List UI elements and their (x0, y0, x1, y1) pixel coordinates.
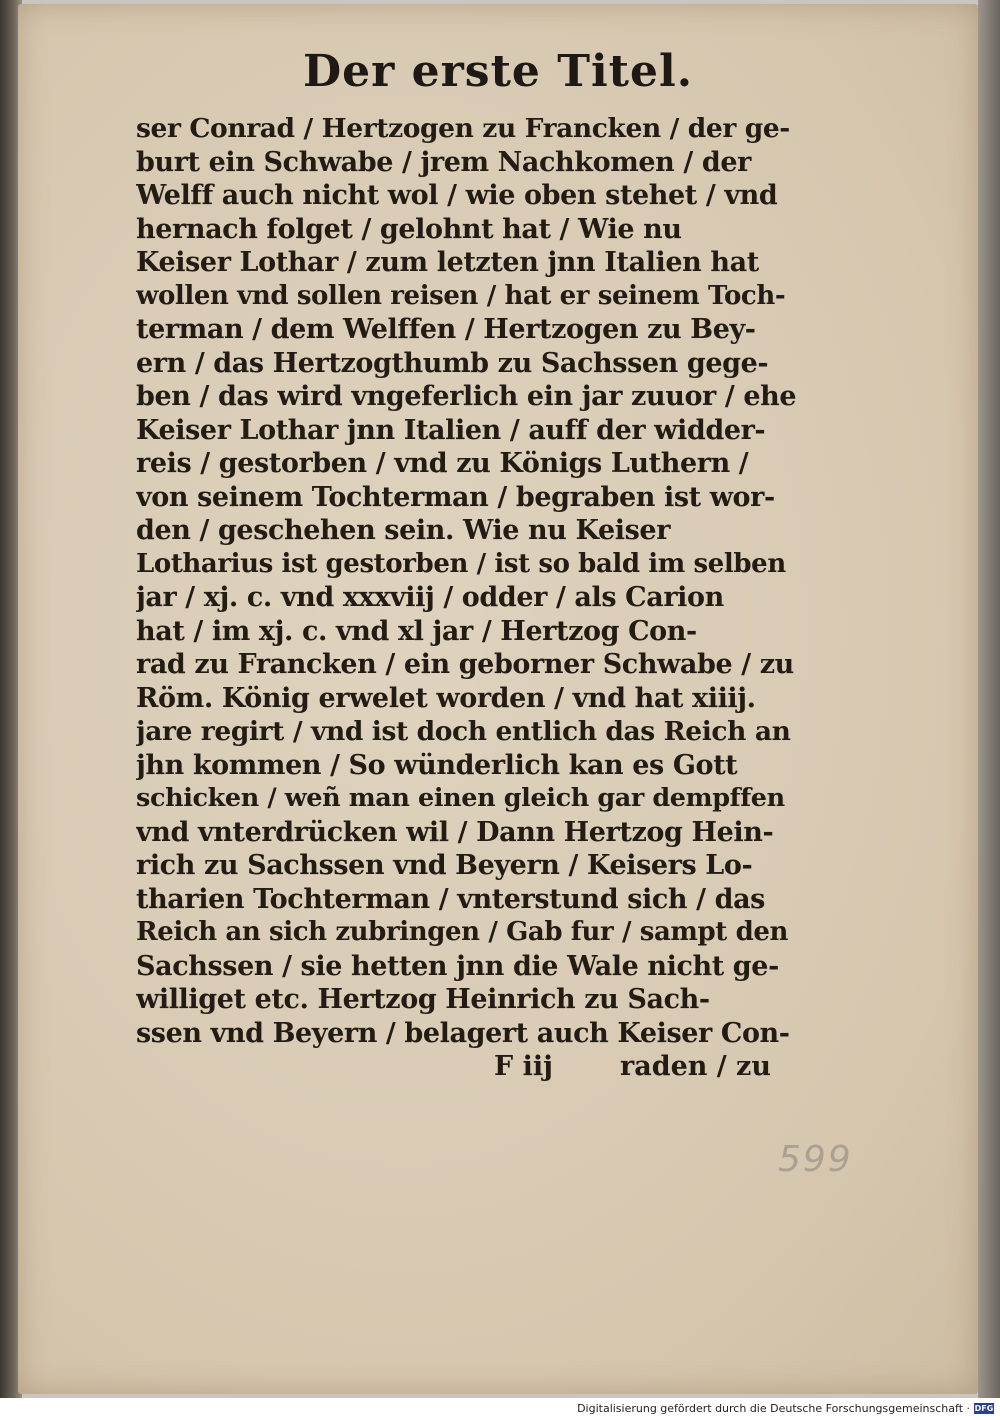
text-line: burt ein Schwabe / jrem Nachkomen / der (136, 146, 751, 178)
signature-mark: F iij (494, 1051, 553, 1082)
page-edge (978, 0, 1000, 1398)
text-line: Reich an sich zubringen / Gab fur / sampt den (136, 917, 788, 947)
text-line: ssen vnd Beyern / belagert auch Keiser Con- (136, 1017, 790, 1049)
text-line: ben / das wird vngeferlich ein jar zuuor / ehe (136, 381, 796, 412)
text-line: Lotharius ist gestorben / ist so bald im selben (136, 548, 786, 579)
footer-credit: Digitalisierung gefördert durch die Deutsche Forschungsgemeinschaft · (577, 1402, 970, 1415)
text-line: jare regirt / vnd ist doch entlich das Reich an (136, 716, 791, 747)
text-line: den / geschehen sein. Wie nu Keiser (136, 515, 671, 546)
catchline (136, 1051, 771, 1085)
text-line: schicken / weñ man einen gleich gar dempffen (136, 783, 785, 813)
text-line: wollen vnd sollen reisen / hat er seinem Toch- (136, 280, 786, 311)
text-line: Keiser Lothar / zum letzten jnn Italien hat (136, 247, 759, 278)
text-line: von seinem Tochterman / begraben ist wor- (136, 481, 775, 513)
body-text (136, 112, 796, 1050)
text-line: hat / im xj. c. vnd xl jar / Hertzog Con- (136, 615, 697, 647)
page-heading: Der erste Titel. (302, 46, 694, 97)
catchword: raden / zu (619, 1051, 771, 1082)
text-line: ser Conrad / Hertzogen zu Francken / der ge- (136, 113, 790, 144)
text-line: tharien Tochterman / vnterstund sich / das (136, 883, 765, 915)
text-line: williget etc. Hertzog Heinrich zu Sach- (136, 984, 710, 1015)
text-line: hernach folget / gelohnt hat / Wie nu (136, 213, 682, 245)
book-page (18, 4, 978, 1394)
text-line: vnd vnterdrücken wil / Dann Hertzog Hein- (136, 816, 774, 848)
text-line: Keiser Lothar jnn Italien / auff der widder- (136, 414, 766, 446)
text-line: Sachssen / sie hetten jnn die Wale nicht ge- (136, 950, 779, 982)
text-line: ern / das Hertzogthumb zu Sachssen gege- (136, 347, 769, 379)
pencil-page-number: 599 (778, 1139, 853, 1180)
text-line: Welff auch nicht wol / wie oben stehet / vnd (136, 180, 778, 211)
text-line: rad zu Francken / ein geborner Schwabe / zu (136, 649, 794, 680)
footer-bar (0, 1398, 1000, 1420)
text-line: rich zu Sachssen vnd Beyern / Keisers Lo- (136, 850, 753, 881)
text-line: Röm. König erwelet worden / vnd hat xiiij. (136, 682, 756, 714)
text-line: jar / xj. c. vnd xxxviij / odder / als Carion (136, 582, 724, 613)
text-line: terman / dem Welffen / Hertzogen zu Bey- (136, 314, 756, 345)
text-line: jhn kommen / So wünderlich kan es Gott (136, 749, 738, 781)
dfg-logo: DFG (974, 1404, 994, 1413)
text-line: reis / gestorben / vnd zu Königs Luthern / (136, 448, 749, 479)
